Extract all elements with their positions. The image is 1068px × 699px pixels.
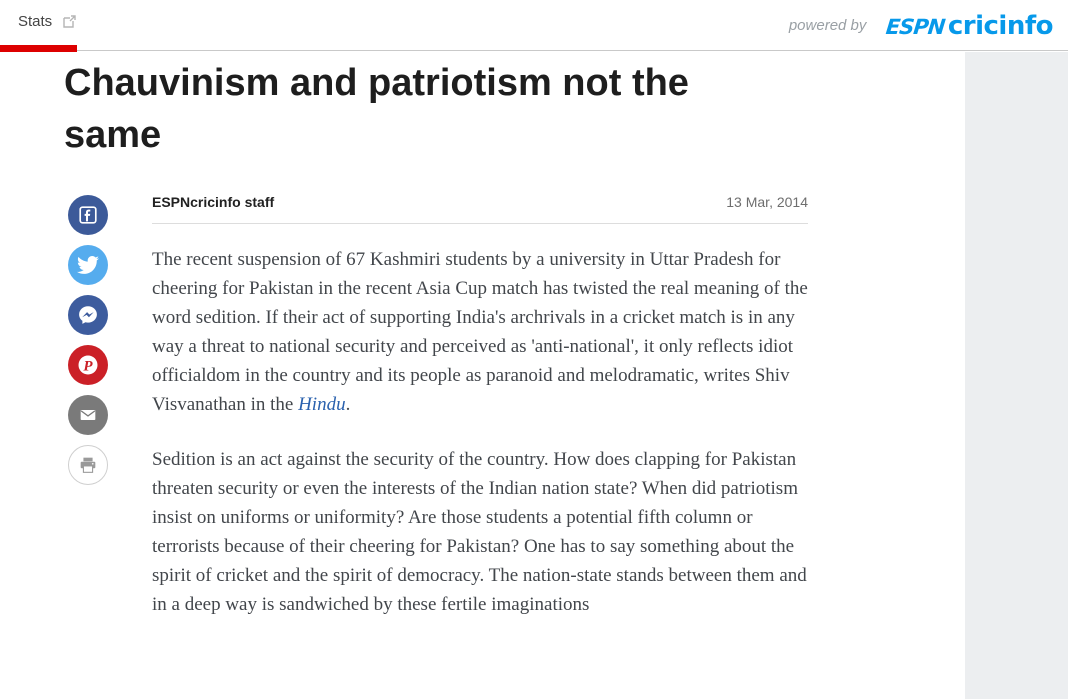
page-title: Chauvinism and patriotism not the same: [64, 62, 689, 156]
header-right: [789, 0, 1053, 51]
hindu-link[interactable]: Hindu: [298, 394, 346, 415]
paragraph-1-text: The recent suspension of 67 Kashmiri students by a university in Uttar Pradesh for cheering for Pakistan in the recent Asia Cup match has twisted the real meaning of the word sedition. If their act of supporting India's archrivals in a cricket match is in any way a threat to national security and perceived as 'anti-national', it only reflects idiot officialdom in the country and its people as paranoid and melodramatic, writes Shiv Visvanathan in the: [152, 249, 808, 415]
active-tab-indicator: [0, 45, 77, 52]
messenger-share-button[interactable]: [68, 295, 108, 335]
article-date: 13 Mar, 2014: [726, 194, 808, 210]
paragraph-1-period: .: [345, 394, 351, 415]
email-icon: [77, 404, 99, 426]
facebook-share-button[interactable]: [68, 195, 108, 235]
print-icon: [77, 454, 99, 476]
messenger-icon: [77, 304, 99, 326]
byline: ESPNcricinfo staff: [152, 194, 275, 210]
side-panel: [965, 52, 1068, 699]
byline-row: [152, 194, 808, 210]
paragraph-1: [152, 245, 808, 419]
cricinfo-wordmark: cricinfo: [947, 10, 1053, 41]
external-link-icon: [62, 14, 77, 29]
facebook-icon: [77, 204, 99, 226]
svg-text:P: P: [83, 358, 93, 375]
paragraph-2: Sedition is an act against the security of the country. How does clapping for Pakistan threaten security or even the interests of the Indian nation state? When did patriotism insist on uniforms or uniformity? Are those students a potential fifth column or terrorists because of their cheering for Pakistan? One has to say something about the spirit of cricket and the spirit of democracy. The nation-state stands between them and in a deep way is sandwiched by these fertile imaginations: [152, 449, 807, 615]
share-buttons-column: [68, 195, 108, 485]
espn-wordmark: ESPN: [885, 14, 947, 39]
stats-tab[interactable]: [18, 13, 77, 30]
stats-tab-label: Stats: [18, 13, 53, 30]
espn-cricinfo-logo[interactable]: [886, 11, 1053, 41]
pinterest-share-button[interactable]: [68, 345, 108, 385]
article-text: [152, 245, 808, 619]
byline-divider: [152, 223, 808, 224]
twitter-icon: [77, 254, 99, 276]
print-button[interactable]: [68, 445, 108, 485]
powered-by-label: powered by: [788, 17, 867, 34]
pinterest-icon: [75, 352, 101, 378]
twitter-share-button[interactable]: [68, 245, 108, 285]
article-body: [152, 194, 808, 645]
email-share-button[interactable]: [68, 395, 108, 435]
top-header: [0, 0, 1068, 51]
